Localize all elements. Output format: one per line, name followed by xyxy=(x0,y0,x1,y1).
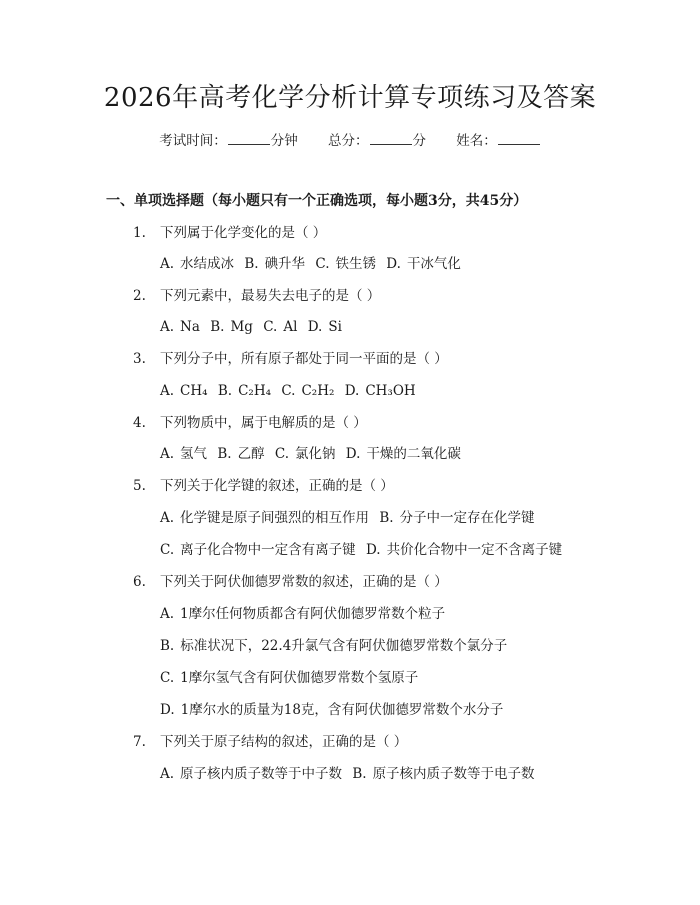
section-header-single-choice: 一、单项选择题（每小题只有一个正确选项，每小题3分，共45分） xyxy=(106,193,528,209)
option-a: A. 化学键是原子间强烈的相互作用 xyxy=(160,510,370,526)
question-number: 5. xyxy=(133,478,146,494)
question-stem: 下列元素中，最易失去电子的是（ ） xyxy=(160,288,381,304)
option-a: A. 氢气 xyxy=(160,446,208,462)
exam-info-row xyxy=(0,130,700,151)
question-options xyxy=(160,381,416,401)
option-a: A. Na xyxy=(160,319,200,335)
option-c: C. 氯化钠 xyxy=(274,446,336,462)
question-options xyxy=(160,764,535,784)
question-options xyxy=(160,540,562,560)
exam-time-unit: 分钟 xyxy=(270,133,298,149)
exam-time-label: 考试时间： xyxy=(159,133,227,149)
page-title: 2026年高考化学分析计算专项练习及答案 xyxy=(103,83,597,113)
option-b: B. 标准状况下，22.4升氯气含有阿伏伽德罗常数个氯分子 xyxy=(160,638,508,654)
student-name-label: 姓名： xyxy=(456,133,497,149)
total-score-field xyxy=(328,130,426,151)
option-b: B. 分子中一定存在化学键 xyxy=(379,510,535,526)
student-name-field xyxy=(456,130,541,151)
option-d: D. CH₃OH xyxy=(344,383,416,399)
total-score-unit: 分 xyxy=(412,133,426,149)
question-number: 6. xyxy=(133,574,146,590)
total-score-blank xyxy=(370,130,412,145)
option-c: C. C₂H₂ xyxy=(281,383,335,399)
option-c: C. 铁生锈 xyxy=(315,256,376,272)
option-b: B. C₂H₄ xyxy=(217,383,272,399)
student-name-blank xyxy=(498,130,540,145)
question-stem: 下列属于化学变化的是（ ） xyxy=(160,225,327,241)
question-number: 3. xyxy=(133,351,146,367)
question-stem: 下列关于原子结构的叙述，正确的是（ ） xyxy=(160,734,408,750)
option-d: D. 1摩尔水的质量为18克，含有阿伏伽德罗常数个水分子 xyxy=(160,702,504,718)
option-d: D. 干燥的二氧化碳 xyxy=(345,446,461,462)
question-stem: 下列关于化学键的叙述，正确的是（ ） xyxy=(160,478,394,494)
question-options xyxy=(160,668,418,688)
question-options xyxy=(160,254,461,274)
option-b: B. Mg xyxy=(210,319,253,335)
question-options xyxy=(160,317,342,337)
question-number: 1. xyxy=(133,225,146,241)
question-number: 2. xyxy=(133,288,146,304)
question-options xyxy=(160,508,535,528)
option-c: C. Al xyxy=(263,319,298,335)
question-options xyxy=(160,636,507,656)
option-a: A. CH₄ xyxy=(160,383,208,399)
question-number: 7. xyxy=(133,734,146,750)
option-d: D. 共价化合物中一定不含离子键 xyxy=(365,542,563,558)
question-stem: 下列物质中，属于电解质的是（ ） xyxy=(160,415,367,431)
option-b: B. 碘升华 xyxy=(244,256,306,272)
exam-time-blank xyxy=(228,130,270,145)
option-a: A. 1摩尔任何物质都含有阿伏伽德罗常数个粒子 xyxy=(160,606,446,622)
exam-time-field xyxy=(159,130,298,151)
option-a: A. 水结成冰 xyxy=(160,256,235,272)
question-stem: 下列关于阿伏伽德罗常数的叙述，正确的是（ ） xyxy=(160,574,448,590)
option-b: B. 乙醇 xyxy=(217,446,265,462)
question-options xyxy=(160,444,461,464)
option-c: C. 1摩尔氢气含有阿伏伽德罗常数个氢原子 xyxy=(160,670,419,686)
question-options xyxy=(160,604,445,624)
option-d: D. 干冰气化 xyxy=(386,256,461,272)
total-score-label: 总分： xyxy=(328,133,369,149)
question-number: 4. xyxy=(133,415,146,431)
question-stem: 下列分子中，所有原子都处于同一平面的是（ ） xyxy=(160,351,448,367)
option-d: D. Si xyxy=(307,319,342,335)
option-c: C. 离子化合物中一定含有离子键 xyxy=(160,542,356,558)
option-a: A. 原子核内质子数等于中子数 xyxy=(160,766,343,782)
question-options xyxy=(160,700,503,720)
option-b: B. 原子核内质子数等于电子数 xyxy=(352,766,535,782)
